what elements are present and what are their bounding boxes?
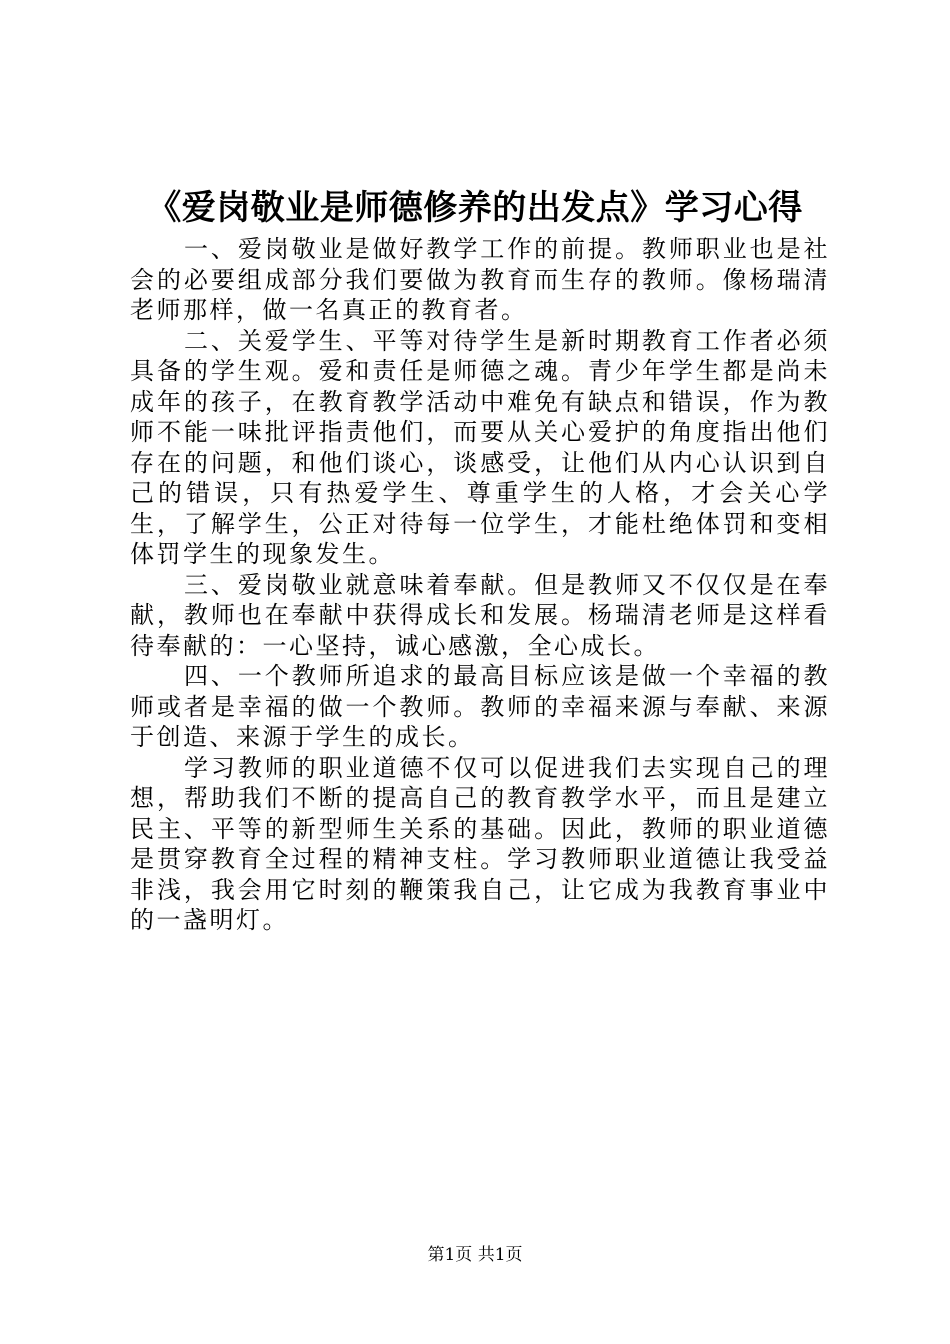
paragraph-5: 学习教师的职业道德不仅可以促进我们去实现自己的理想，帮助我们不断的提高自己的教育教学水平，而且是建立民主、平等的新型师生关系的基础。因此，教师的职业道德是贯穿教育全过程的精神支柱。学习教师职业道德让我受益非浅，我会用它时刻的鞭策我自己，让它成为我教育事业中的一盏明灯。 (130, 753, 830, 934)
paragraph-3: 三、爱岗敬业就意味着奉献。但是教师又不仅仅是在奉献，教师也在奉献中获得成长和发展。杨瑞清老师是这样看待奉献的：一心坚持，诚心感激，全心成长。 (130, 570, 830, 660)
document-title: 《爱岗敬业是师德修养的出发点》学习心得 (147, 188, 803, 228)
paragraph-2: 二、关爱学生、平等对待学生是新时期教育工作者必须具备的学生观。爱和责任是师德之魂。青少年学生都是尚未成年的孩子，在教育教学活动中难免有缺点和错误，作为教师不能一味批评指责他们，而要从关心爱护的角度指出他们存在的问题，和他们谈心，谈感受，让他们从内心认识到自己的错误，只有热爱学生、尊重学生的人格，才会关心学生，了解学生，公正对待每一位学生，才能杜绝体罚和变相体罚学生的现象发生。 (130, 326, 830, 568)
page-footer: 第1页 共1页 (427, 1245, 523, 1265)
paragraph-4: 四、一个教师所追求的最高目标应该是做一个幸福的教师或者是幸福的做一个教师。教师的幸福来源与奉献、来源于创造、来源于学生的成长。 (130, 662, 830, 751)
document-body (130, 234, 830, 936)
paragraph-1: 一、爱岗敬业是做好教学工作的前提。教师职业也是社会的必要组成部分我们要做为教育而生存的教师。像杨瑞清老师那样，做一名真正的教育者。 (130, 235, 830, 324)
